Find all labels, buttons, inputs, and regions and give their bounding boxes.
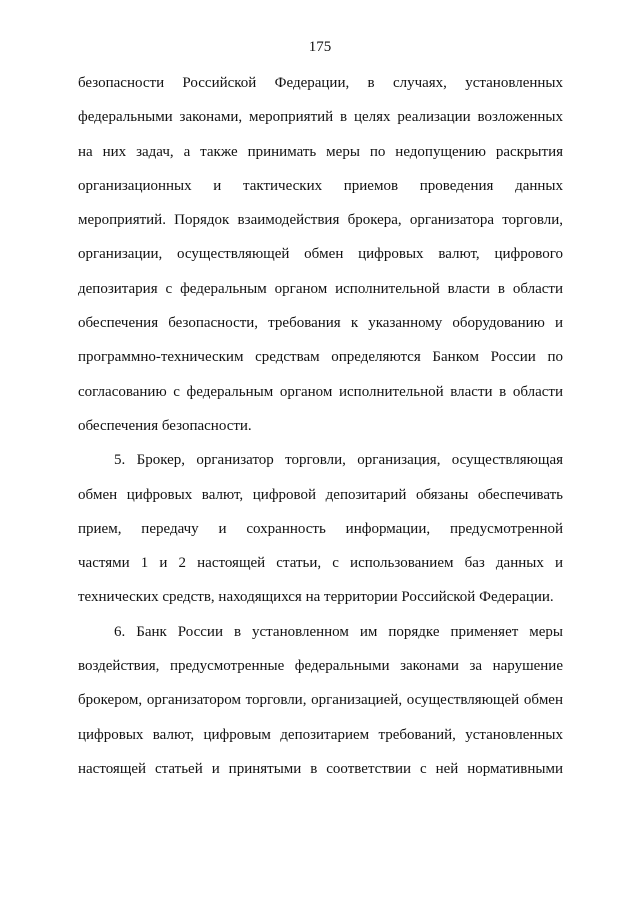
- text-line: обеспечения безопасности, требования к указанному оборудованию и: [78, 315, 563, 332]
- text-line: цифровых валют, цифровым депозитарием требований, установленных: [78, 726, 563, 743]
- text-line: на них задач, а также принимать меры по недопущению раскрытия: [78, 143, 563, 160]
- text-line: 5. Брокер, организатор торговли, организация, осуществляющая: [114, 452, 563, 469]
- document-body: [78, 66, 563, 786]
- page-number: 175: [308, 39, 332, 55]
- text-line: частями 1 и 2 настоящей статьи, с использованием баз данных и: [78, 555, 563, 572]
- text-line: федеральными законами, мероприятий в целях реализации возложенных: [78, 109, 563, 126]
- paragraph-item-6: [78, 615, 563, 786]
- text-line: организации, осуществляющей обмен цифровых валют, цифрового: [78, 246, 563, 263]
- paragraph-continuation: [78, 66, 563, 443]
- text-line: прием, передачу и сохранность информации, предусмотренной: [78, 520, 563, 537]
- text-line: организационных и тактических приемов проведения данных: [78, 177, 563, 194]
- text-line: депозитария с федеральным органом исполнительной власти в области: [78, 280, 563, 297]
- text-line: согласованию с федеральным органом исполнительной власти в области: [78, 383, 563, 400]
- paragraph-item-5: [78, 443, 563, 614]
- text-line: воздействия, предусмотренные федеральными законами за нарушение: [78, 658, 563, 675]
- text-line: обмен цифровых валют, цифровой депозитарий обязаны обеспечивать: [78, 486, 563, 503]
- text-line: безопасности Российской Федерации, в случаях, установленных: [78, 75, 563, 91]
- text-line: настоящей статьей и принятыми в соответствии с ней нормативными: [78, 760, 563, 777]
- text-line: брокером, организатором торговли, организацией, осуществляющей обмен: [78, 692, 563, 709]
- text-line: 6. Банк России в установленном им порядке применяет меры: [114, 623, 563, 640]
- text-line: обеспечения безопасности.: [78, 417, 252, 434]
- text-line: программно-техническим средствам определяются Банком России по: [78, 349, 563, 366]
- text-line: мероприятий. Порядок взаимодействия брокера, организатора торговли,: [78, 212, 563, 229]
- text-line: технических средств, находящихся на территории Российской Федерации.: [78, 589, 554, 606]
